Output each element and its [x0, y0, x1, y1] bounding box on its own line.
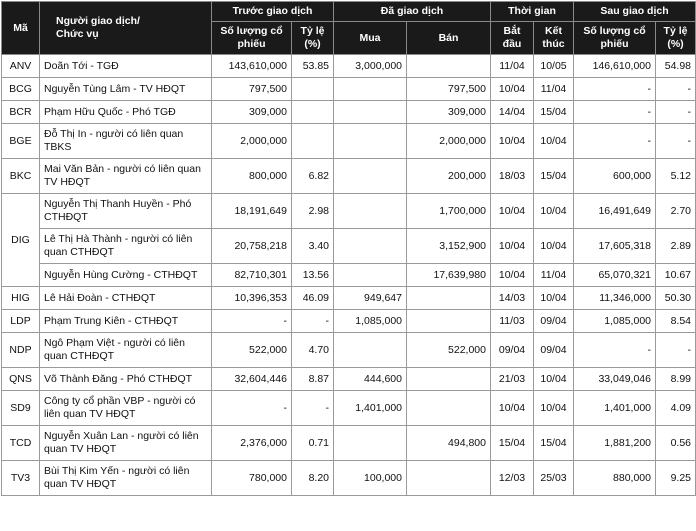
sell-volume: 522,000: [407, 333, 491, 368]
header-shares-before: Số lượng cổ phiếu: [212, 22, 292, 55]
header-ratio-before: Tỷ lệ (%): [292, 22, 334, 55]
shares-before: 20,758,218: [212, 229, 292, 264]
ratio-before: [292, 78, 334, 101]
buy-volume: [334, 229, 407, 264]
ratio-before: 4.70: [292, 333, 334, 368]
buy-volume: [334, 159, 407, 194]
table-row: [2, 124, 696, 159]
header-time: Thời gian: [491, 2, 574, 22]
table-row: [2, 101, 696, 124]
ratio-after: 8.54: [656, 310, 696, 333]
sell-volume: 200,000: [407, 159, 491, 194]
ratio-before: 2.98: [292, 194, 334, 229]
end-date: 11/04: [534, 78, 574, 101]
shares-before: 143,610,000: [212, 55, 292, 78]
insider-trading-table: [1, 1, 696, 496]
shares-after: 146,610,000: [574, 55, 656, 78]
start-date: 10/04: [491, 391, 534, 426]
buy-volume: [334, 78, 407, 101]
stock-code: LDP: [2, 310, 40, 333]
shares-before: -: [212, 391, 292, 426]
ratio-before: 6.82: [292, 159, 334, 194]
ratio-before: 46.09: [292, 287, 334, 310]
shares-before: -: [212, 310, 292, 333]
sell-volume: 3,152,900: [407, 229, 491, 264]
header-after-trade: Sau giao dịch: [574, 2, 696, 22]
start-date: 14/04: [491, 101, 534, 124]
trader-name: Võ Thành Đăng - Phó CTHĐQT: [40, 368, 212, 391]
shares-after: -: [574, 333, 656, 368]
start-date: 15/04: [491, 426, 534, 461]
shares-before: 18,191,649: [212, 194, 292, 229]
table-body: [2, 55, 696, 496]
sell-volume: [407, 368, 491, 391]
header-sell: Bán: [407, 22, 491, 55]
buy-volume: [334, 264, 407, 287]
ratio-before: 0.71: [292, 426, 334, 461]
stock-code: TCD: [2, 426, 40, 461]
ratio-before: [292, 101, 334, 124]
ratio-after: 2.89: [656, 229, 696, 264]
sell-volume: 797,500: [407, 78, 491, 101]
buy-volume: [334, 101, 407, 124]
end-date: 09/04: [534, 310, 574, 333]
start-date: 09/04: [491, 333, 534, 368]
sell-volume: [407, 391, 491, 426]
ratio-after: 8.99: [656, 368, 696, 391]
table-row: [2, 194, 696, 229]
sell-volume: [407, 310, 491, 333]
header-shares-after: Số lượng cổ phiếu: [574, 22, 656, 55]
ratio-before: 53.85: [292, 55, 334, 78]
buy-volume: 949,647: [334, 287, 407, 310]
buy-volume: [334, 426, 407, 461]
ratio-after: -: [656, 78, 696, 101]
ratio-before: 13.56: [292, 264, 334, 287]
header-start: Bắt đầu: [491, 22, 534, 55]
ratio-after: -: [656, 124, 696, 159]
header-end: Kết thúc: [534, 22, 574, 55]
trader-name: Lê Hải Đoàn - CTHĐQT: [40, 287, 212, 310]
buy-volume: [334, 333, 407, 368]
trader-name: Nguyễn Thị Thanh Huyền - Phó CTHĐQT: [40, 194, 212, 229]
shares-after: -: [574, 124, 656, 159]
ratio-before: 8.20: [292, 461, 334, 496]
trader-name: Công ty cổ phần VBP - người có liên quan TV HĐQT: [40, 391, 212, 426]
trader-name: Ngô Phạm Việt - người có liên quan CTHĐQT: [40, 333, 212, 368]
end-date: 10/04: [534, 194, 574, 229]
end-date: 10/04: [534, 368, 574, 391]
table-header: [2, 2, 696, 55]
table-row: [2, 426, 696, 461]
start-date: 18/03: [491, 159, 534, 194]
header-code: Mã: [2, 2, 40, 55]
trader-name: Bùi Thị Kim Yến - người có liên quan TV HĐQT: [40, 461, 212, 496]
sell-volume: 2,000,000: [407, 124, 491, 159]
buy-volume: 3,000,000: [334, 55, 407, 78]
ratio-after: 2.70: [656, 194, 696, 229]
ratio-after: 9.25: [656, 461, 696, 496]
shares-before: 82,710,301: [212, 264, 292, 287]
ratio-after: -: [656, 333, 696, 368]
end-date: 15/04: [534, 159, 574, 194]
ratio-before: 8.87: [292, 368, 334, 391]
stock-code: ANV: [2, 55, 40, 78]
start-date: 11/04: [491, 55, 534, 78]
shares-after: 880,000: [574, 461, 656, 496]
shares-after: 33,049,046: [574, 368, 656, 391]
sell-volume: 494,800: [407, 426, 491, 461]
sell-volume: [407, 287, 491, 310]
start-date: 10/04: [491, 194, 534, 229]
shares-before: 32,604,446: [212, 368, 292, 391]
shares-after: 1,881,200: [574, 426, 656, 461]
start-date: 21/03: [491, 368, 534, 391]
buy-volume: 444,600: [334, 368, 407, 391]
stock-code: NDP: [2, 333, 40, 368]
ratio-after: 54.98: [656, 55, 696, 78]
table-row: [2, 461, 696, 496]
trader-name: Phạm Hữu Quốc - Phó TGĐ: [40, 101, 212, 124]
table-row: [2, 310, 696, 333]
shares-after: 17,605,318: [574, 229, 656, 264]
trader-name: Lê Thị Hà Thành - người có liên quan CTHĐQT: [40, 229, 212, 264]
shares-before: 2,000,000: [212, 124, 292, 159]
trader-name: Doãn Tới - TGĐ: [40, 55, 212, 78]
ratio-after: 4.09: [656, 391, 696, 426]
stock-code: BKC: [2, 159, 40, 194]
ratio-after: 5.12: [656, 159, 696, 194]
shares-after: 600,000: [574, 159, 656, 194]
start-date: 10/04: [491, 264, 534, 287]
header-buy: Mua: [334, 22, 407, 55]
shares-before: 10,396,353: [212, 287, 292, 310]
trader-name: Phạm Trung Kiên - CTHĐQT: [40, 310, 212, 333]
header-ratio-after: Tỷ lệ (%): [656, 22, 696, 55]
shares-after: 1,085,000: [574, 310, 656, 333]
end-date: 10/04: [534, 391, 574, 426]
shares-after: 16,491,649: [574, 194, 656, 229]
ratio-before: [292, 124, 334, 159]
shares-before: 800,000: [212, 159, 292, 194]
shares-after: -: [574, 78, 656, 101]
shares-before: 522,000: [212, 333, 292, 368]
table-row: [2, 333, 696, 368]
end-date: 10/04: [534, 229, 574, 264]
table-row: [2, 391, 696, 426]
shares-after: 11,346,000: [574, 287, 656, 310]
table-row: [2, 368, 696, 391]
table-row: [2, 264, 696, 287]
ratio-before: -: [292, 310, 334, 333]
shares-before: 309,000: [212, 101, 292, 124]
sell-volume: 1,700,000: [407, 194, 491, 229]
ratio-after: 10.67: [656, 264, 696, 287]
end-date: 15/04: [534, 101, 574, 124]
end-date: 10/04: [534, 287, 574, 310]
sell-volume: 17,639,980: [407, 264, 491, 287]
sell-volume: [407, 461, 491, 496]
stock-code: DIG: [2, 194, 40, 287]
sell-volume: [407, 55, 491, 78]
start-date: 14/03: [491, 287, 534, 310]
header-trader: Người giao dịch/ Chức vụ: [40, 2, 212, 55]
buy-volume: 100,000: [334, 461, 407, 496]
buy-volume: [334, 124, 407, 159]
table-row: [2, 159, 696, 194]
start-date: 10/04: [491, 78, 534, 101]
end-date: 10/05: [534, 55, 574, 78]
ratio-after: 0.56: [656, 426, 696, 461]
sell-volume: 309,000: [407, 101, 491, 124]
header-traded: Đã giao dịch: [334, 2, 491, 22]
shares-before: 2,376,000: [212, 426, 292, 461]
end-date: 09/04: [534, 333, 574, 368]
ratio-after: -: [656, 101, 696, 124]
trader-name: Nguyễn Xuân Lan - người có liên quan TV HĐQT: [40, 426, 212, 461]
table-row: [2, 78, 696, 101]
buy-volume: 1,401,000: [334, 391, 407, 426]
end-date: 15/04: [534, 426, 574, 461]
shares-before: 780,000: [212, 461, 292, 496]
end-date: 11/04: [534, 264, 574, 287]
stock-code: HIG: [2, 287, 40, 310]
header-before-trade: Trước giao dịch: [212, 2, 334, 22]
trader-name: Mai Văn Bản - người có liên quan TV HĐQT: [40, 159, 212, 194]
shares-after: 65,070,321: [574, 264, 656, 287]
trader-name: Nguyễn Hùng Cường - CTHĐQT: [40, 264, 212, 287]
buy-volume: [334, 194, 407, 229]
stock-code: BCR: [2, 101, 40, 124]
table-row: [2, 287, 696, 310]
stock-code: BCG: [2, 78, 40, 101]
stock-code: SD9: [2, 391, 40, 426]
start-date: 12/03: [491, 461, 534, 496]
start-date: 10/04: [491, 229, 534, 264]
shares-after: 1,401,000: [574, 391, 656, 426]
table-row: [2, 229, 696, 264]
end-date: 25/03: [534, 461, 574, 496]
table-row: [2, 55, 696, 78]
ratio-before: -: [292, 391, 334, 426]
end-date: 10/04: [534, 124, 574, 159]
shares-after: -: [574, 101, 656, 124]
start-date: 10/04: [491, 124, 534, 159]
trader-name: Đỗ Thị In - người có liên quan TBKS: [40, 124, 212, 159]
buy-volume: 1,085,000: [334, 310, 407, 333]
ratio-after: 50.30: [656, 287, 696, 310]
stock-code: QNS: [2, 368, 40, 391]
shares-before: 797,500: [212, 78, 292, 101]
trader-name: Nguyễn Tùng Lâm - TV HĐQT: [40, 78, 212, 101]
stock-code: TV3: [2, 461, 40, 496]
ratio-before: 3.40: [292, 229, 334, 264]
stock-code: BGE: [2, 124, 40, 159]
start-date: 11/03: [491, 310, 534, 333]
